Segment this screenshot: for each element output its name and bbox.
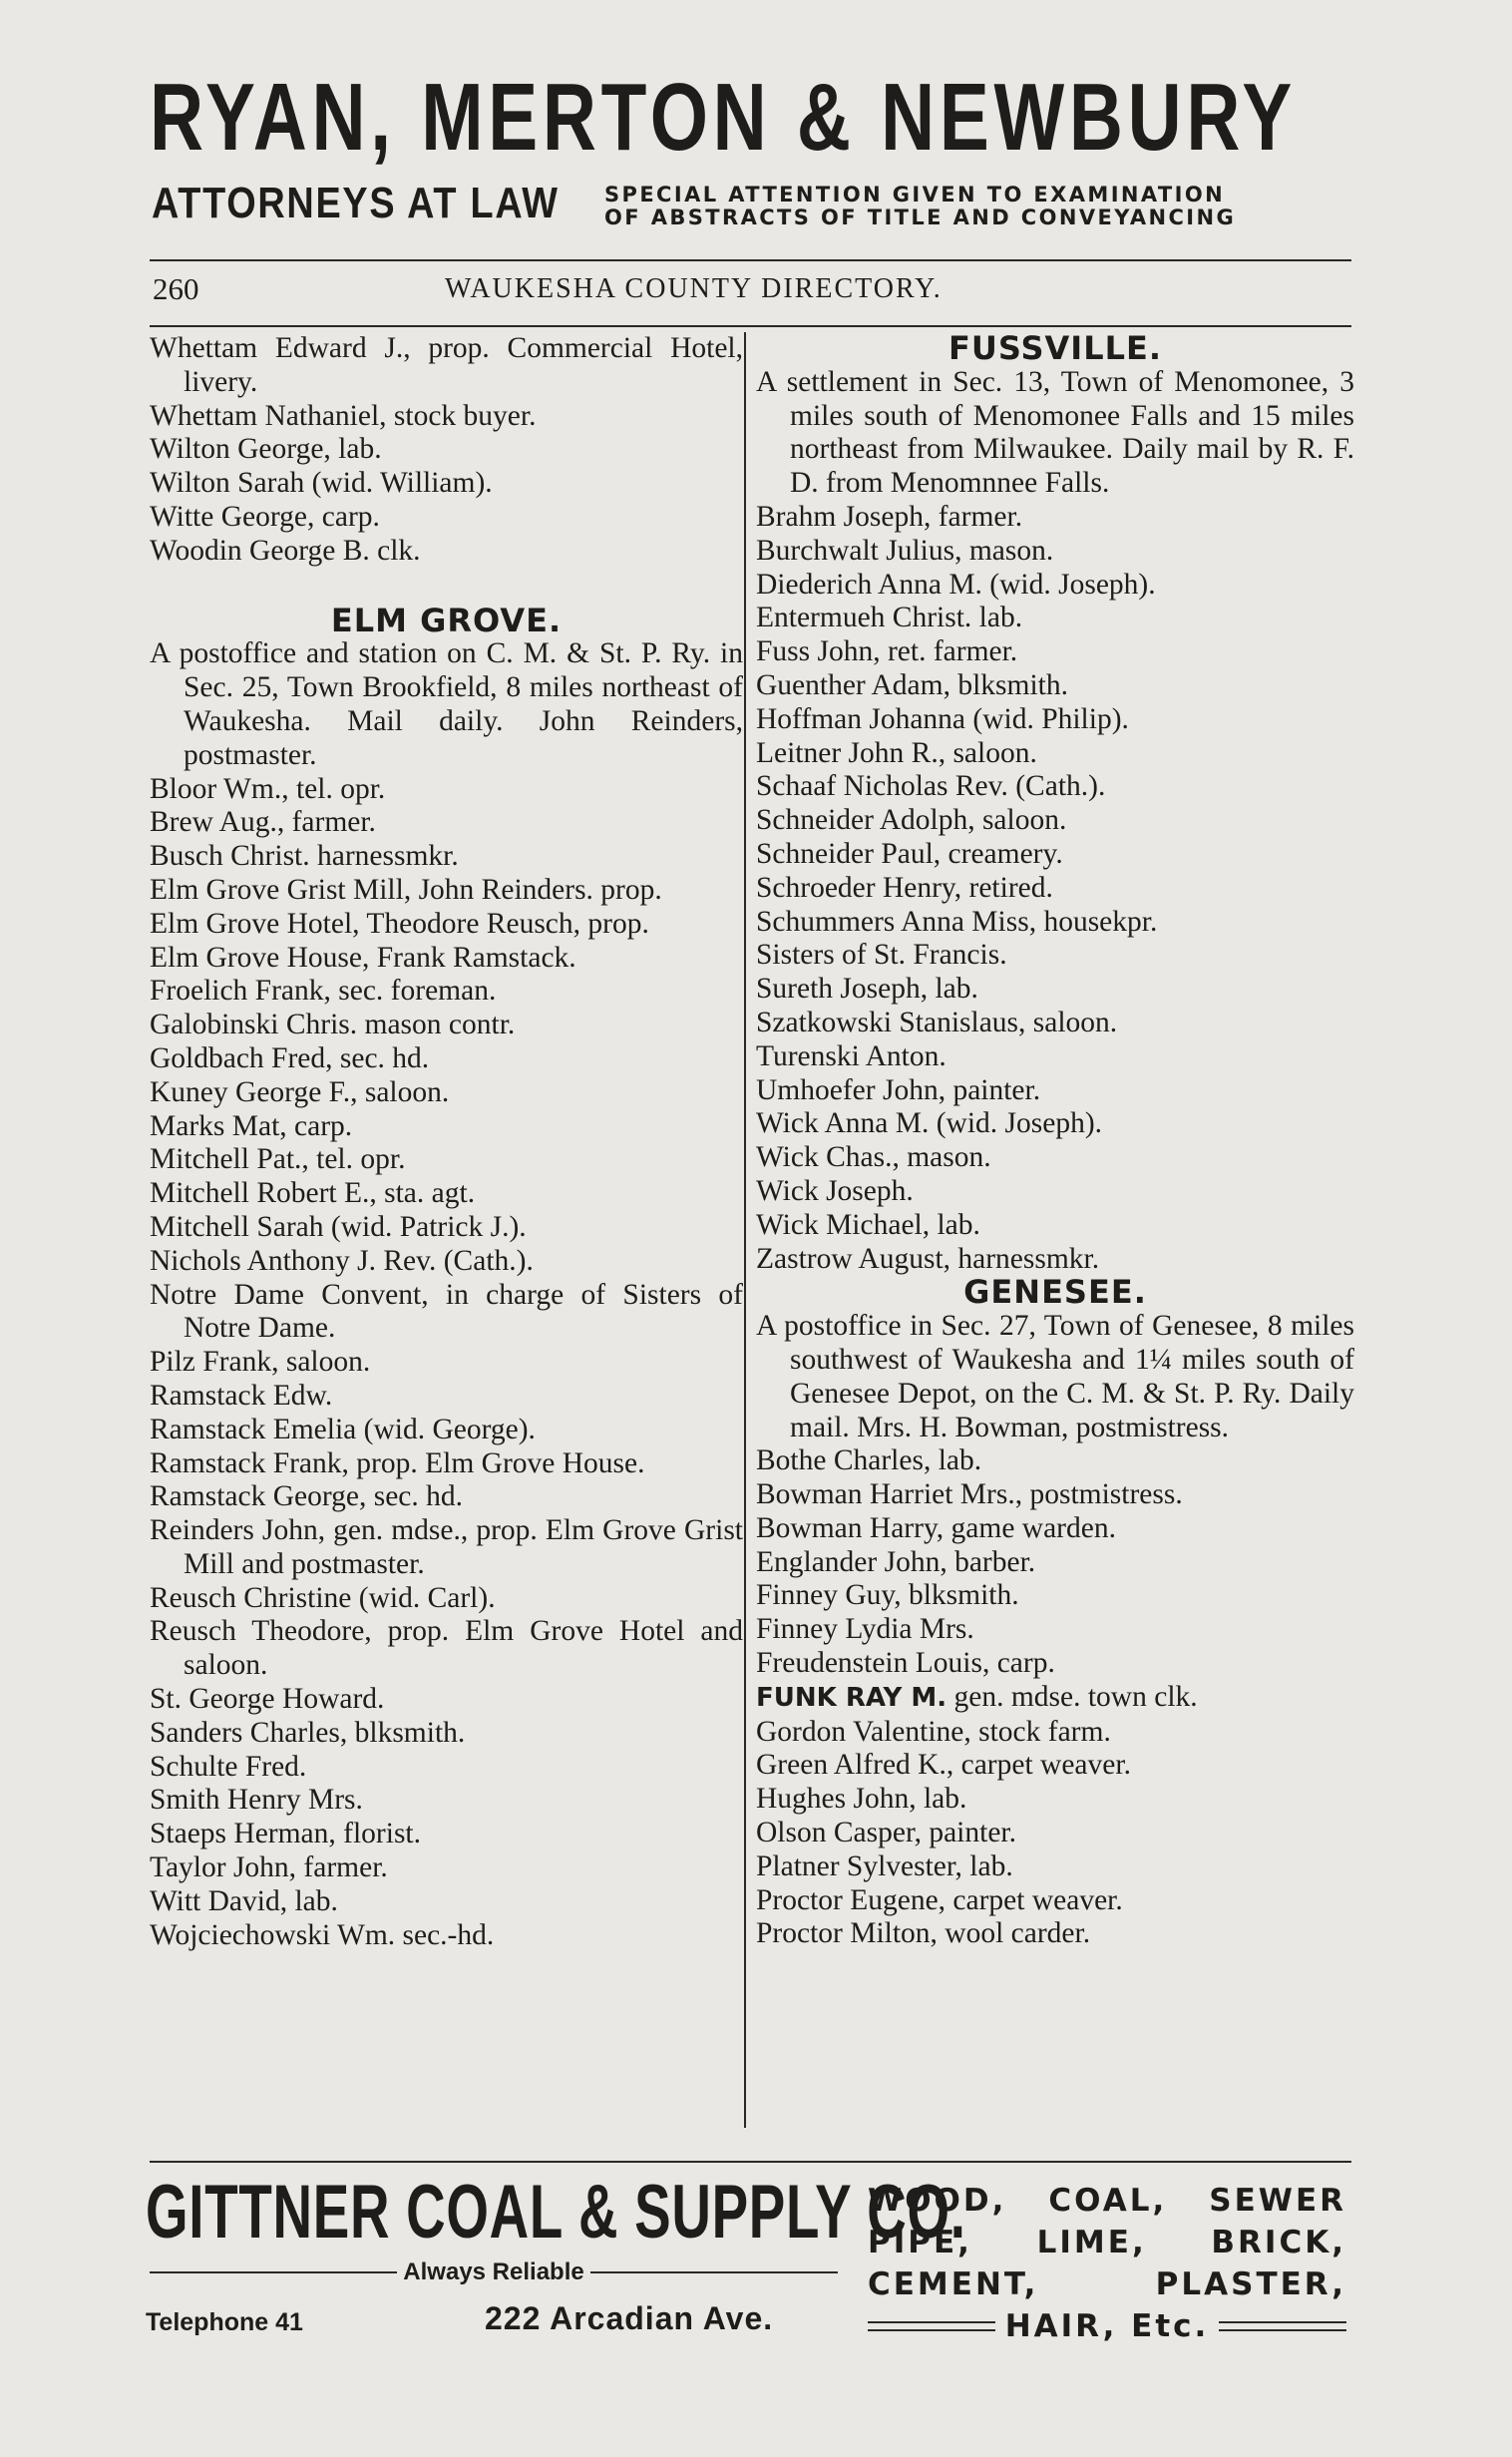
directory-entry: Bowman Harry, game warden. [756, 1511, 1116, 1544]
header-specialty-line2: OF ABSTRACTS OF TITLE AND CONVEYANCING [604, 205, 1237, 229]
directory-entry: Turenski Anton. [756, 1039, 946, 1072]
directory-entry: Brahm Joseph, farmer. [756, 500, 1023, 533]
directory-entry: Proctor Milton, wool carder. [756, 1917, 1091, 1950]
directory-entry: Bothe Charles, lab. [756, 1444, 982, 1477]
footer-rule [150, 2161, 1351, 2163]
directory-entry: Froelich Frank, sec. foreman. [150, 975, 497, 1008]
directory-entry: Entermueh Christ. lab. [756, 602, 1023, 634]
directory-entry: Diederich Anna M. (wid. Joseph). [756, 568, 1156, 601]
goods-line-3: CEMENT, PLASTER, [868, 2266, 1346, 2302]
directory-entry: Englander John, barber. [756, 1545, 1036, 1578]
right-column [756, 329, 1354, 1951]
directory-entry: Witt David, lab. [150, 1884, 338, 1917]
slogan-rule-right [590, 2271, 838, 2273]
continued-entries [150, 332, 743, 569]
directory-entry: Woodin George B. clk. [150, 534, 421, 567]
page-number: 260 [153, 271, 199, 306]
directory-entry: Pilz Frank, saloon. [150, 1346, 371, 1379]
directory-entry: Bowman Harriet Mrs., postmistress. [756, 1478, 1183, 1511]
directory-entry: Sisters of St. Francis. [756, 939, 1007, 972]
directory-entry: Schroeder Henry, retired. [756, 871, 1053, 904]
directory-entry: Elm Grove House, Frank Ramstack. [150, 941, 576, 974]
header-profession: ATTORNEYS AT LAW [152, 179, 560, 227]
directory-entry: Wojciechowski Wm. sec.-hd. [150, 1918, 495, 1951]
header-specialty-line1: SPECIAL ATTENTION GIVEN TO EXAMINATION [604, 183, 1226, 206]
bold-entry-name: FUNK RAY M. [756, 1682, 947, 1713]
goods-line-2: PIPE, LIME, BRICK, [868, 2225, 1346, 2260]
header-specialty [604, 184, 1347, 229]
directory-entry: Finney Lydia Mrs. [756, 1613, 974, 1646]
directory-entry: Wick Anna M. (wid. Joseph). [756, 1107, 1103, 1140]
directory-entry: Bloor Wm., tel. opr. [150, 772, 386, 805]
footer-firm-name: GITTNER COAL & SUPPLY CO. [146, 2170, 966, 2254]
directory-entry: Galobinski Chris. mason contr. [150, 1009, 516, 1041]
genesee-entries-b [756, 1716, 1354, 1952]
fussville-entries [756, 501, 1354, 1276]
footer-slogan: Always Reliable [403, 2258, 584, 2285]
directory-entry: Schneider Paul, creamery. [756, 837, 1063, 870]
footer-telephone: Telephone 41 [146, 2308, 303, 2336]
goods-line-4-row [868, 2305, 1346, 2347]
directory-entry: Whettam Edward J., prop. Commercial Hotel, livery. [150, 332, 743, 398]
directory-entry: Reinders John, gen. mdse., prop. Elm Grove Grist Mill and postmaster. [150, 1514, 743, 1580]
slogan-rule-left [150, 2271, 397, 2273]
directory-entry-bold [756, 1681, 1354, 1716]
directory-entry: Proctor Eugene, carpet weaver. [756, 1883, 1123, 1916]
goods-line-1: WOOD, COAL, SEWER [868, 2183, 1346, 2219]
directory-entry: Burchwalt Julius, mason. [756, 534, 1054, 567]
directory-entry: Wick Chas., mason. [756, 1141, 991, 1174]
directory-entry: Kuney George F., saloon. [150, 1075, 450, 1108]
left-column [150, 332, 743, 1952]
directory-entry: Hughes John, lab. [756, 1783, 967, 1816]
directory-entry: Mitchell Robert E., sta. agt. [150, 1177, 476, 1210]
directory-entry: Finney Guy, blksmith. [756, 1579, 1019, 1612]
directory-entry: Smith Henry Mrs. [150, 1784, 363, 1817]
directory-entry: Wilton George, lab. [150, 433, 382, 466]
directory-entry: Ramstack Frank, prop. Elm Grove House. [150, 1446, 645, 1479]
running-head-rule [150, 325, 1351, 327]
directory-entry: Elm Grove Hotel, Theodore Reusch, prop. [150, 907, 649, 940]
directory-entry: Notre Dame Convent, in charge of Sisters of Notre Dame. [150, 1278, 743, 1345]
elm-grove-entries [150, 773, 743, 1953]
directory-entry: Busch Christ. harnessmkr. [150, 840, 459, 873]
goods-rule-left [868, 2321, 995, 2331]
directory-entry: Ramstack Emelia (wid. George). [150, 1413, 536, 1445]
elm-grove-heading: ELM GROVE. [330, 601, 563, 639]
directory-entry: Schaaf Nicholas Rev. (Cath.). [756, 770, 1106, 803]
genesee-heading: GENESEE. [963, 1273, 1147, 1312]
directory-entry: Wick Michael, lab. [756, 1208, 980, 1241]
directory-entry: Schneider Adolph, saloon. [756, 804, 1067, 837]
directory-entry: Platner Sylvester, lab. [756, 1849, 1013, 1882]
directory-entry: Ramstack George, sec. hd. [150, 1480, 464, 1513]
directory-entry: Wick Joseph. [756, 1174, 914, 1207]
directory-entry: Goldbach Fred, sec. hd. [150, 1041, 430, 1074]
directory-entry: Leitner John R., saloon. [756, 736, 1037, 769]
section-gap [150, 569, 743, 605]
fussville-heading: FUSSVILLE. [948, 329, 1162, 367]
footer-address: 222 Arcadian Ave. [485, 2300, 774, 2336]
directory-entry: Hoffman Johanna (wid. Philip). [756, 702, 1129, 735]
column-divider [744, 332, 746, 2128]
running-title: WAUKESHA COUNTY DIRECTORY. [445, 273, 943, 304]
directory-entry: St. George Howard. [150, 1683, 385, 1716]
directory-entry: Green Alfred K., carpet weaver. [756, 1749, 1131, 1782]
bold-entry-rest: gen. mdse. town clk. [946, 1680, 1198, 1713]
directory-entry: Gordon Valentine, stock farm. [756, 1715, 1111, 1748]
directory-entry: Reusch Theodore, prop. Elm Grove Hotel and saloon. [150, 1615, 743, 1682]
footer-slogan-row [150, 2258, 838, 2286]
directory-entry: Szatkowski Stanislaus, saloon. [756, 1006, 1118, 1038]
directory-entry: Taylor John, farmer. [150, 1851, 388, 1884]
directory-entry: Schummers Anna Miss, housekpr. [756, 905, 1158, 938]
directory-entry: Zastrow August, harnessmkr. [756, 1242, 1100, 1275]
directory-entry: Staeps Herman, florist. [150, 1818, 421, 1850]
directory-entry: Whettam Nathaniel, stock buyer. [150, 399, 537, 432]
directory-entry: Elm Grove Grist Mill, John Reinders. prop. [150, 873, 662, 906]
header-rule [150, 259, 1351, 261]
elm-grove-description: A postoffice and station on C. M. & St. P. Ry. in Sec. 25, Town Brookfield, 8 miles northeast of Waukesha. Mail daily. John Reinders, postmaster. [150, 637, 743, 771]
directory-entry: Umhoefer John, painter. [756, 1073, 1041, 1106]
directory-entry: Guenther Adam, blksmith. [756, 668, 1068, 701]
goods-line-4: HAIR, Etc. [1004, 2308, 1210, 2344]
directory-entry: Witte George, carp. [150, 500, 380, 533]
directory-entry: Freudenstein Louis, carp. [756, 1647, 1055, 1680]
directory-entry: Olson Casper, painter. [756, 1817, 1016, 1849]
directory-entry: Nichols Anthony J. Rev. (Cath.). [150, 1244, 534, 1277]
directory-entry: Sanders Charles, blksmith. [150, 1716, 466, 1749]
genesee-entries-a [756, 1444, 1354, 1681]
header-firm-name: RYAN, MERTON & NEWBURY [150, 64, 1297, 171]
directory-entry: Wilton Sarah (wid. William). [150, 467, 493, 500]
directory-entry: Mitchell Pat., tel. opr. [150, 1143, 406, 1176]
directory-entry: Fuss John, ret. farmer. [756, 635, 1018, 668]
fussville-description: A settlement in Sec. 13, Town of Menomonee, 3 miles south of Menomonee Falls and 15 miles northeast from Milwaukee. Daily mail by R. F. D. from Menomnnee Falls. [756, 365, 1354, 500]
directory-entry: Reusch Christine (wid. Carl). [150, 1581, 496, 1614]
directory-entry: Brew Aug., farmer. [150, 806, 376, 839]
directory-entry: Ramstack Edw. [150, 1379, 333, 1412]
directory-entry: Sureth Joseph, lab. [756, 973, 978, 1006]
directory-entry: Mitchell Sarah (wid. Patrick J.). [150, 1210, 527, 1243]
goods-rule-right [1219, 2321, 1346, 2331]
directory-entry: Marks Mat, carp. [150, 1109, 353, 1142]
footer-goods [868, 2180, 1346, 2347]
directory-entry: Schulte Fred. [150, 1750, 307, 1783]
genesee-description: A postoffice in Sec. 27, Town of Genesee, 8 miles southwest of Waukesha and 1¼ miles south of Genesee Depot, on the C. M. & St. P. Ry. Daily mail. Mrs. H. Bowman, postmistress. [756, 1310, 1354, 1443]
